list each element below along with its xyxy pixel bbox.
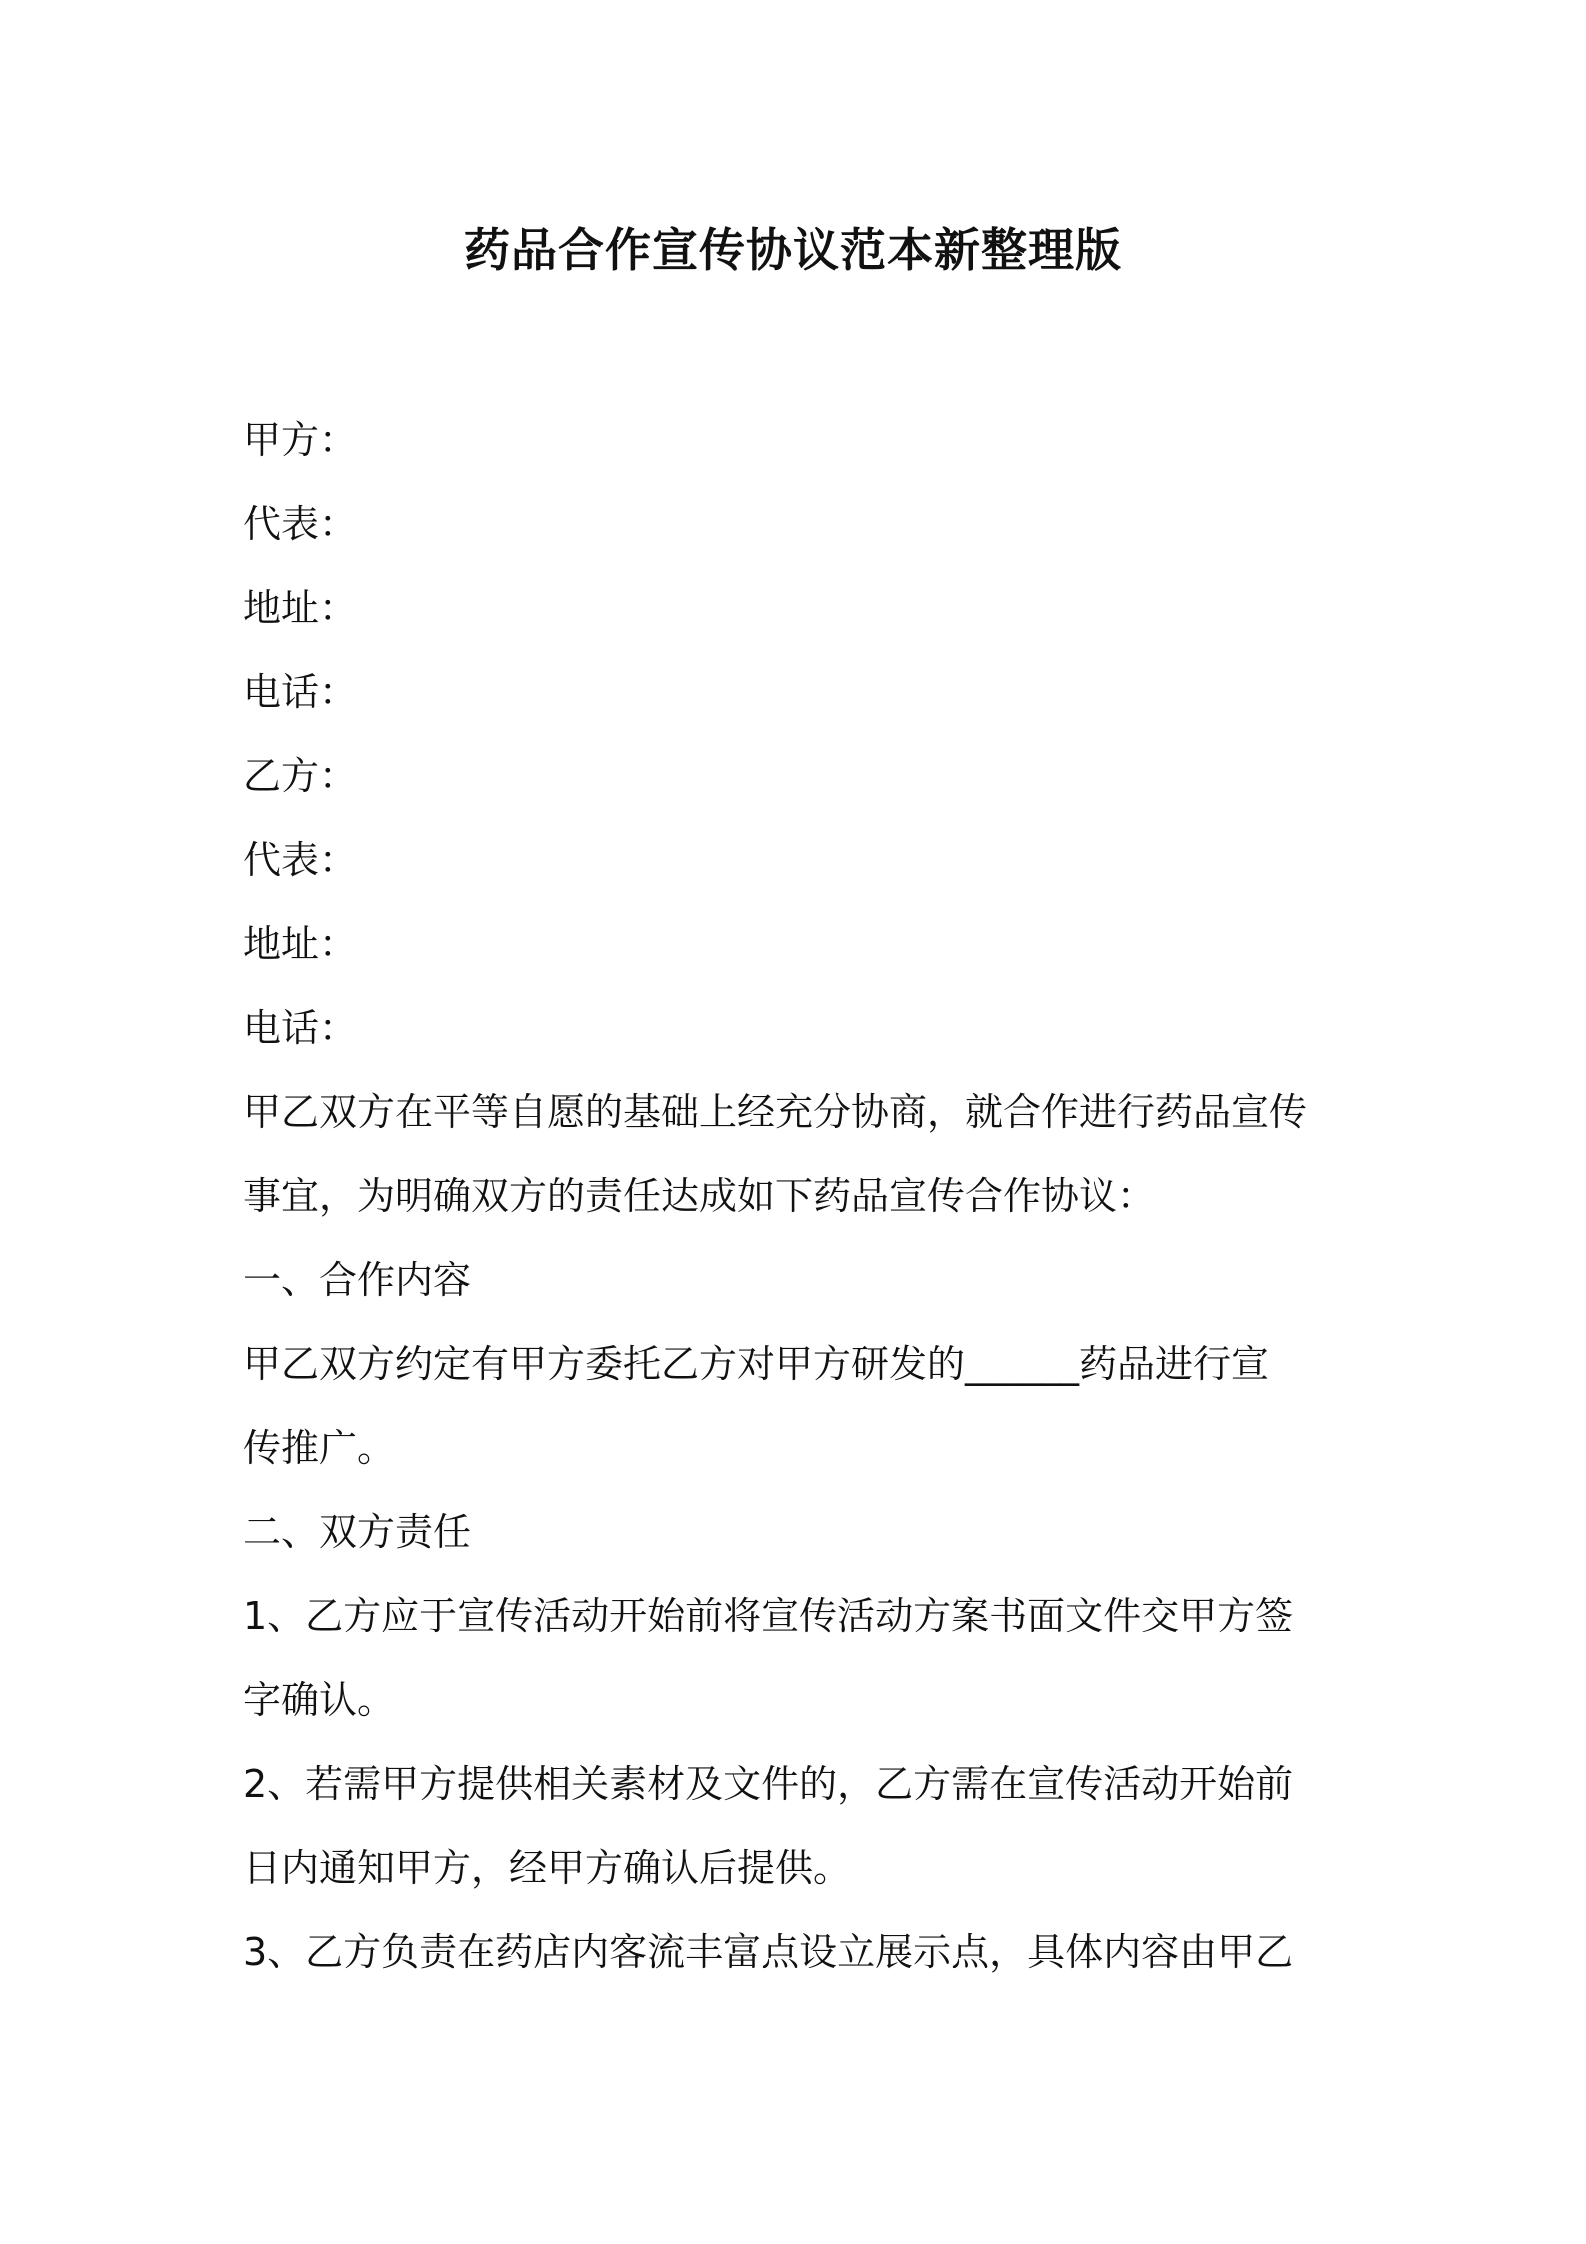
party-a-phone-label: 电话： (243, 670, 358, 714)
party-b-phone-label: 电话： (243, 1006, 358, 1050)
clause-item (243, 1742, 1353, 1910)
section-heading: 一、合作内容 (243, 1258, 472, 1302)
clause-line: 1、乙方应于宣传活动开始前将宣传活动方案书面文件交甲方签 (243, 1594, 1294, 1638)
section-cooperation (243, 1238, 1353, 1490)
document-title: 药品合作宣传协议范本新整理版 (464, 223, 1122, 277)
party-a-name-label: 甲方： (243, 418, 358, 462)
section-responsibilities (243, 1490, 1353, 1994)
section-text-line: 甲乙双方约定有甲方委托乙方对甲方研发的______药品进行宣 (243, 1342, 1270, 1386)
party-b-rep-label: 代表： (243, 838, 358, 882)
party-a-address-label: 地址： (243, 586, 358, 630)
document-body (243, 398, 1353, 1994)
intro-line: 甲乙双方在平等自愿的基础上经充分协商，就合作进行药品宣传 (243, 1090, 1308, 1134)
clause-line: 2、若需甲方提供相关素材及文件的，乙方需在宣传活动开始前 (243, 1762, 1294, 1806)
clause-line: 字确认。 (243, 1678, 396, 1722)
section-text-line: 传推广。 (243, 1426, 396, 1470)
clause-line: 日内通知甲方，经甲方确认后提供。 (243, 1846, 852, 1890)
clause-item (243, 1910, 1353, 1994)
clause-line: 3、乙方负责在药店内客流丰富点设立展示点，具体内容由甲乙 (243, 1930, 1294, 1974)
intro-paragraph (243, 1070, 1353, 1238)
party-b-name-label: 乙方： (243, 754, 358, 798)
intro-line: 事宜，为明确双方的责任达成如下药品宣传合作协议： (243, 1174, 1156, 1218)
party-a-block (243, 398, 1353, 734)
party-a-rep-label: 代表： (243, 502, 358, 546)
party-b-address-label: 地址： (243, 922, 358, 966)
clause-item (243, 1574, 1353, 1742)
party-b-block (243, 734, 1353, 1070)
section-heading: 二、双方责任 (243, 1510, 472, 1554)
